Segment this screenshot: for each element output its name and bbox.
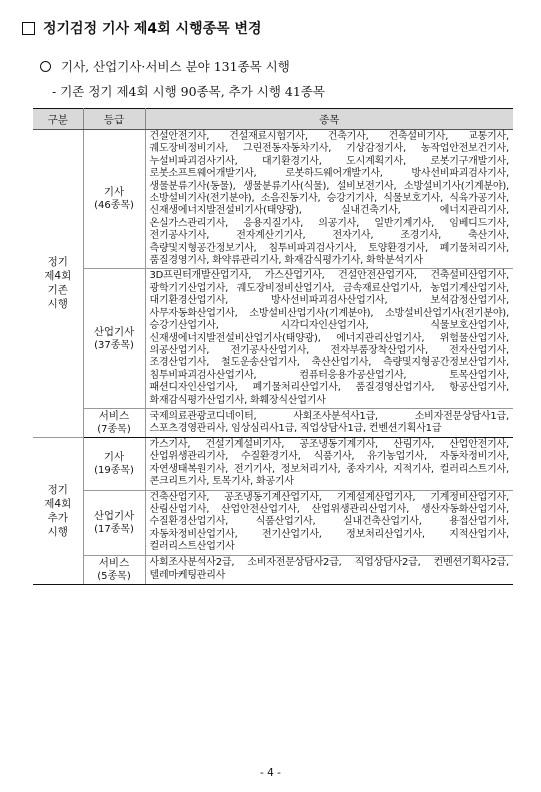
grade-cell: [83, 490, 145, 555]
header-items: 종목: [145, 109, 513, 130]
table-row: [33, 269, 513, 408]
grade-label: 산업기사: [93, 509, 135, 522]
items-cell: 3D프린터개발산업기사, 가스산업기사, 건설안전산업기사, 건축설비산업기사, 광학기기산업기사, 궤도장비정비산업기사, 금속재료산업기사, 농업기계산업기사, 대기환경산업기사, 방사선비파괴검사산업기사, 보석감정산업기사, 사무자동화산업기사, 소방설비산업기사(기계분야), 소방설비산업기사(전기분야), 승강기산업기사, 시각디자인산업기사, 식물보호산업기사, 신재생에너지발전설비산업기사(태양광), 에너지관리산업기사, 위험물산업기사, 의공산업기사, 전기공사산업기사, 전자부품장착산업기사, 전자산업기사, 조경산업기사, 철도운송산업기사, 축산산업기사, 측량및지형공간정보산업기사, 침투비파괴검사산업기사, 컴퓨터응용가공산업기사, 토목산업기사, 패션디자인산업기사, 폐기물처리산업기사, 품질경영산업기사, 항공산업기사, 화재감식평가산업기사, 화훼장식산업기사: [145, 269, 513, 408]
main-bullet-text: 기사, 산업기사·서비스 분야 131종목 시행: [61, 59, 290, 74]
grade-count: (37종목): [94, 339, 134, 351]
exam-items-table: [33, 108, 513, 585]
grade-label: 기사: [103, 450, 125, 463]
grade-count: (5종목): [97, 570, 131, 582]
grade-count: (46종목): [94, 200, 134, 212]
header-category: 구분: [33, 109, 83, 130]
square-bullet-icon: [22, 22, 35, 35]
grade-cell: [83, 437, 145, 490]
table-row: [33, 130, 513, 269]
grade-label: 산업기사: [93, 325, 135, 338]
items-cell: 건설안전기사, 건설재료시험기사, 건축기사, 건축설비기사, 교통기사, 궤도장비정비기사, 그린전동자동차기사, 기상감정기사, 농작업안전보건기사, 누설비파괴검사기사, 대기환경기사, 도시계획기사, 로봇기구개발기사, 로봇소프트웨어개발기사, 로봇하드웨어개발기사, 방사선비파괴검사기사, 생물분류기사(동물), 생물분류기사(식물), 설비보전기사, 소방설비기사(기계분야), 소방설비기사(전기분야), 소음진동기사, 승강기기사, 식물보호기사, 식육가공기사, 신재생에너지발전설비기사(태양광), 실내건축기사, 에너지관리기사, 온실가스관리기사, 응용지질기사, 의공기사, 일반기계기사, 임베디드기사, 전기공사기사, 전자계산기기사, 전자기사, 조경기사, 축산기사, 측량및지형공간정보기사, 침투비파괴검사기사, 토양환경기사, 폐기물처리기사, 품질경영기사, 화약류관리기사, 화재감식평가기사, 화학분석기사: [145, 130, 513, 269]
items-cell: 건축산업기사, 공조냉동기계산업기사, 기계설계산업기사, 기계정비산업기사, 산림산업기사, 산업안전산업기사, 산업위생관리산업기사, 생산자동화산업기사, 수질환경산업기사, 식품산업기사, 실내건축산업기사, 용접산업기사, 자동차정비산업기사, 전기산업기사, 정보처리산업기사, 지적산업기사, 컬러리스트산업기사: [145, 490, 513, 555]
grade-cell: [83, 555, 145, 584]
table-header-row: [33, 109, 513, 130]
grade-label: 서비스: [98, 409, 130, 422]
items-cell: 국제의료관광코디네이터, 사회조사분석사1급, 소비자전문상담사1급, 스포츠경영관리사, 임상심리사1급, 직업상담사1급, 컨벤션기획사1급: [145, 408, 513, 437]
category-text: 정기 제4회 기존 시행: [44, 256, 72, 311]
grade-label: 기사: [103, 186, 125, 199]
table-row: [33, 437, 513, 490]
table-row: [33, 490, 513, 555]
items-cell: 사회조사분석사2급, 소비자전문상담사2급, 직업상담사2급, 컨벤션기획사2급, 텔레마케팅관리사: [145, 555, 513, 584]
sub-bullet-text: - 기존 정기 제4회 시행 90종목, 추가 시행 41종목: [52, 84, 325, 99]
main-bullet: [40, 57, 290, 75]
heading-text: 정기검정 기사 제4회 시행종목 변경: [43, 21, 262, 37]
table-row: [33, 555, 513, 584]
category-text: 정기 제4회 추가 시행: [44, 483, 72, 538]
page-number: - 4 -: [260, 767, 281, 779]
circle-bullet-icon: [40, 61, 51, 72]
grade-count: (19종목): [94, 464, 134, 476]
grade-label: 서비스: [98, 556, 130, 569]
section-heading: [22, 18, 262, 38]
category-additional: [33, 437, 83, 584]
category-existing: [33, 130, 83, 438]
grade-cell: [83, 130, 145, 269]
header-grade: 등급: [83, 109, 145, 130]
grade-count: (7종목): [97, 423, 131, 435]
table-row: [33, 408, 513, 437]
items-cell: 가스기사, 건설기계설비기사, 공조냉동기계기사, 산림기사, 산업안전기사, 산업위생관리기사, 수질환경기사, 식품기사, 유기농업기사, 자동차정비기사, 자연생태복원기사, 전기기사, 정보처리기사, 종자기사, 지적기사, 컬러리스트기사, 콘크리트기사, 토목기사, 화공기사: [145, 437, 513, 490]
grade-cell: [83, 408, 145, 437]
grade-count: (17종목): [94, 523, 134, 535]
grade-cell: [83, 269, 145, 408]
